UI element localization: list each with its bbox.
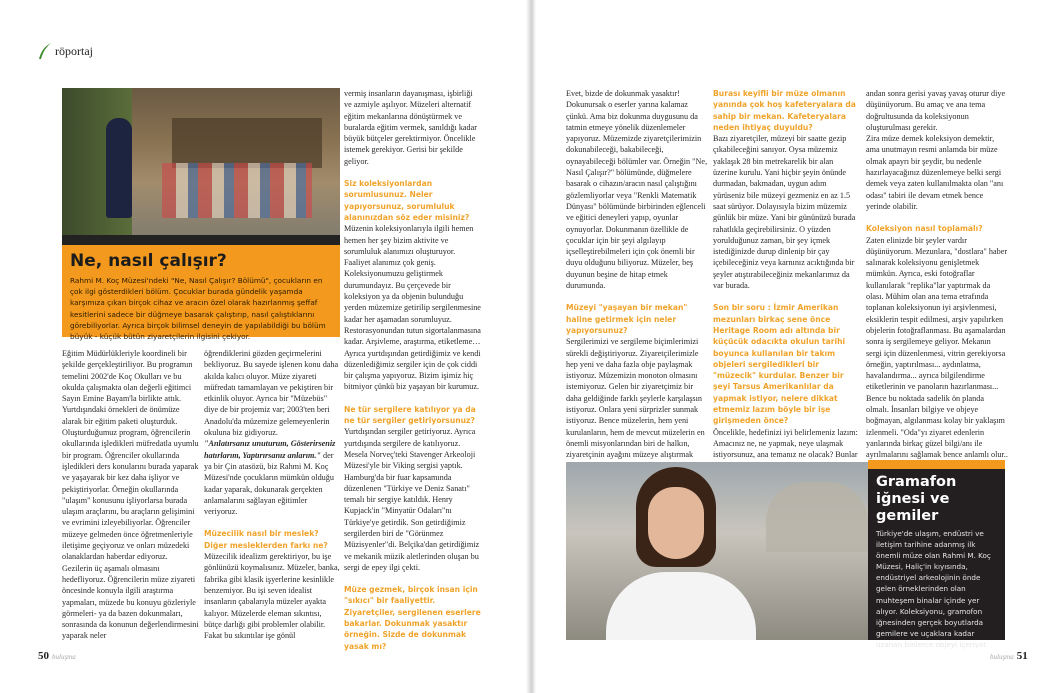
page-number-right [990,650,1028,662]
left-column-3 [344,88,482,651]
highlight-box [62,245,340,342]
question-heading: Burası keyifli bir müze olmanın yanında çok hoş kafeteryalara da sahip bir mekan. Kafeteryalara neden ihtiyaç duyuldu? [713,89,856,132]
question-heading: Müze gezmek, birçok insan için "sıkıcı" bir faaliyettir. Ziyaretçiler, sergilenen eserlere bakarlar. Dokunmak yasaktır örneğin. Sizde de dokunmak yasak mı? [344,585,481,651]
magazine-name: buluşma [52,653,76,661]
left-column-1 [62,348,200,648]
question-heading: Koleksiyon nasıl toplamalı? [866,224,983,234]
box-title: Gramafon iğnesi ve gemiler [876,474,957,524]
body-paragraph: Müzenin koleksiyonlarıyla ilgili hemen hemen her şey bizim aktivite ve sorumluluk alanımızı oluşturuyor. Faaliyet alanımız çok geniş. Koleksiyonumuzu geliştirmek durumundayız. Bu çerçevede bir koleksiyon ya da objenin bulunduğu yerden müzemize getirilip sergilenmesine kadar her aşamadan sorumluyuz. Restorasyonundan tutun sigortalanmasına kadar. Arşivleme, araştırma, etiketleme… Ayrıca yurtdışından getirdiğimiz ve kendi düzenlediğimiz sergiler için de çok ciddi bir çalışma yapıyoruz. Bizim işimiz hiç bitmiyor çünkü biz yaşayan bir kurumuz. [344,224,481,392]
right-column-3 [866,88,1008,458]
question-heading: Son bir soru : İzmir Amerikan mezunları birkaç sene önce Heritage Room adı altında bir küçücük odacıkta okulun tarihi boyunca kullanılan bir takım objeleri sergiledikleri bir "müzecik" kurdular. Benzer bir şeyi Tarsus Amerikanlılar da yapmak istiyor, nelere dikkat etmemiz lazım böyle bir işe girişmeden önce? [713,303,846,426]
question-heading: Siz koleksiyonlardan sorumlusunuz. Neler yapıyorsunuz, sorumluluk alanınızdan söz eder misiniz? [344,179,470,222]
interviewee-portrait-photo [566,462,868,640]
leaf-icon [38,42,52,60]
section-header [38,42,93,60]
accent-bar [868,460,1005,469]
body-paragraph: Eğitim Müdürlükleriyle koordineli bir şekilde gerçekleştiriliyor. Bu programın temelini 2002'de Koç Okulları ve bu okulda çalışmakta olan değerli eğitimci Sayın Emine Bayam'la birlikte attık. Yurtdışındaki örnekleri de önümüze alarak bir eğitim paketi oluşturduk. Oluşturduğumuz program, öğrencilerin okullarında işledikleri müfredatla uyumlu bir program. Öğrenciler okullarında işledikleri ders konularını burada yaparak ve yaşayarak bir kez daha işliyor ve pekiştiriyorlar. Örneğin okullarında "ulaşım" konusunu işliyorlarsa burada ulaşım araçlarını, bu araçların gelişimini ve evrimini izleyebiliyorlar. Öğrenciler müzeye gelmeden önce öğretmenleriyle iletişime geçiyoruz ve onları müzedeki olanaklardan haberdar ediyoruz. Gezilerin üç aşamalı olmasını hedefliyoruz. Öğrencilerin müze ziyareti öncesinde konuyla ilgili araştırma yapmaları, müzede bu konuyu gözleriyle görmeleri- ya da bazen dokunmaları, sonrasında da konunun değerlendirmesini yaparak neler [62,349,199,641]
box-text: Türkiye'de ulaşım, endüstri ve iletişim tarihine adanmış ilk önemli müze olan Rahmi M. Koç Müzesi, Haliç'in kıyısında, endüstriyel arkeolojinin önde gelen örneklerinden olan muhteşem binalar içinde yer alıyor. Koleksiyonu, gramofon iğnesinden gerçek boyutlarda gemilere ve uçaklara kadar uzanan binlerce objeyi içeriyor. [876,529,991,649]
page-number-left [38,650,76,662]
proverb-quote: "Anlatırsanız unuturum, Gösterirseniz hatırlarım, Yaptırırsanız anlarım." [204,439,336,460]
body-paragraph: Müzecilik idealizm gerektiriyor, bu işe gönlünüzü koymalısınız. Müzeler, banka, fabrika gibi klasik işyerlerine kesinlikle benzemiyor. Bu işi seven idealist insanların çabalarıyla müzeler ayakta kalıyor. Müzelerde eleman sıkıntısı, bütçe darlığı gibi problemler olabilir. Fakat bu sıkıntılar işe gönül [204,552,340,641]
right-column-1 [566,88,708,458]
question-heading: Müzecilik nasıl bir meslek? Diğer mesleklerden farkı ne? [204,529,328,550]
body-paragraph: Evet, bizde de dokunmak yasaktır! Dokunursak o eserler yarına kalamaz çünkü. Ama biz dokunma duygusunu da tatmin etmeye yönelik düzenlemeler yapıyoruz. Müzemizde ziyaretçilerimizin dokunabileceği, bakabileceği, oynayabileceği bölümler var. Örneğin "Ne, Nasıl Çalışır?" bölümünde, düğmelere basarak o cihazın/aracın nasıl çalıştığını gözlemliyorlar veya "Renkli Matematik Dünyası" bölümünde birbirinden eğlenceli ve eğitici deneyleri yapıp, oyunlar oynuyorlar. Dokunmanın özellikle de çocuklar için bir şeyi algılayıp içselleştirebilmeleri için çok önemli bir duyu olduğunu biliyoruz. Müzeler, beş duyunun beşine de hitap etmek durumunda. [566,89,708,291]
page-gutter [526,0,536,693]
box-title: Ne, nasıl çalışır? [70,251,227,271]
right-column-2 [713,88,858,460]
body-paragraph: öğrendiklerini gözden geçirmelerini bekliyoruz. Bu sayede işlenen konu daha akılda kalıcı oluyor. Müze ziyareti müfredatı tamamlayan ve pekiştiren bir etkinlik oluyor. Ayrıca bir "Müzebüs" diye de bir projemiz var; 2003'ten beri Anadolu'da müzemize gelemeyenlerin okuluna biz gidiyoruz. [204,349,339,438]
info-box [868,460,1005,649]
body-paragraph: andan sonra gerisi yavaş yavaş oturur diye düşünüyorum. Bu amaç ve ana tema doğrultusunda da koleksiyonun oluşturulması gerekir. [866,89,1006,132]
body-text: der ya bir Çin atasözü, biz Rahmi M. Koç Müzesi'nde çocukların mümkün olduğu kadar yaparak, dokunarak gerçekten anlamalarını sağlayan eğitimler veriyoruz. [204,450,334,517]
page-number: 51 [1016,650,1028,662]
section-label: röportaj [55,43,93,58]
body-paragraph: Bazı ziyaretçiler, müzeyi bir saatte gezip çıkabileceğini sanıyor. Oysa müzemiz yaklaşık 28 bin metrekarelik bir alan üzerine kurulu. Yani hiçbir şeyin önünde durmadan, bakmadan, uygun adım yürüseniz bile müzeyi gezmeniz en az 1.5 saat sürüyor. Dolayısıyla bizim müzemiz günlük bir müze. Yani bir gününüzü burada rahatlıkla geçirebilirsiniz. O yüzden yorulduğunuz zaman, bir şey içmek istediğinizde durup dinlenip bir çay içebileceğiniz veya karnınız acıktığında bir şeyler atıştırabileceğiniz mekanlarımız da var burada. [713,134,856,291]
body-paragraph: vermiş insanların dayanışması, işbirliği ve azmiyle aşılıyor. Müzeleri alternatif eğitim mekanlarına dönüştürmek ve buralarda eğitim vermek, sanıldığı kadar büyük bütçeler gerektirmiyor. Öncelikle istemek gerekiyor. Gerisi bir şekilde geliyor. [344,89,477,166]
body-paragraph: Zaten elinizde bir şeyler vardır düşünüyorum. Mezunlara, "dostlara" haber salınarak koleksiyonu genişletmek mümkün. Ayrıca, eski fotoğraflar kullanılarak "replika"lar yaptırmak da olası. Mühim olan ana tema etrafında toplanan koleksiyonun iyi arşivlenmesi, eksiklerin tespit edilmesi, arşiv yapılırken objelerin fotoğraflanması. Bu aşamalardan sonra iş sergilemeye geliyor. Mekanın sergi için düzenlenmesi, vitrin gerekiyorsa örneğin, yaptırılması... aydınlatma, havalandırma... ayrıca bilgilendirme etiketlerinin ve panoların hazırlanması... Bence bu noktada sadelik ön planda olmalı. İnsanları bilgiye ve objeye boğmayan, algılanması kolay bir yaklaşım izlenmeli. "Oda"yı ziyaret edenlerin yanlarında birkaç güzel bilgi/anı ile ayrılmalarını sağlamak bence anlamlı olur.. [866,235,1008,460]
quote-paragraph [204,438,341,517]
question-heading: Müzeyi "yaşayan bir mekan" haline getirmek için neler yapıyorsunuz? [566,303,688,335]
box-text: Rahmi M. Koç Müzesi'ndeki "Ne, Nasıl Çalışır? Bölümü", çocukların en çok ilgi gösterdikleri bölüm. Çocuklar burada gündelik yaşamda karşımıza çıkan birçok cihaz ve aracın özel olarak hazırlanmış şeffaf kesitlerini sadece bir düğmeye basarak çalıştırıp, nasıl çalıştıklarını görebiliyorlar. Ayrıca birçok bilimsel deneyin de yapılabildiği bu bölüm büyük - küçük bütün ziyaretçilerin ilgisini çekiyor. [70,276,326,342]
magazine-name: buluşma [990,653,1014,661]
question-heading: Ne tür sergilere katılıyor ya da ne tür sergiler getiriyorsunuz? [344,404,476,426]
body-paragraph: Sergilerimizi ve sergileme biçimlerimizi sürekli değiştiriyoruz. Ziyaretçilerimizle hep yeni ve daha fazla obje paylaşmak istiyoruz. Müzemizin monoton olmasını istemiyoruz. Gelen bir ziyaretçimiz bir daha geldiğinde farklı şeylerle karşılaşsın istiyoruz. Onlara yeni sürprizler sunmak istiyoruz. Bence müzelerin, hem yeni kurulanların, hem de mevcut müzelerin en önemli misyonlarından biri de halkın, ziyaretçinin ayağını müzeye alıştırmak [566,337,705,460]
body-paragraph: Yurtdışından sergiler getiriyoruz. Ayrıca yurtdışında sergilere de katılıyoruz. Mesela Norveç'teki Stavenger Arkeoloji Müzesi'yle bir Viking sergisi yaptık. Hamburg'da bir fuar kapsamında düzenlenen "Türkiye ve Deniz Sanatı" temalı bir sergiye katıldık. Henry Kupjack'in "Minyatür Odaları"nı Türkiye'ye getirdik. Son getirdiğimiz sergilerden biri de "Görünmez Müzisyenler"di. Belçika'dan getirdiğimiz ve mekanik müzik aletlerinden oluşan bu sergi de epey ilgi çekti. [344,427,480,572]
children-museum-photo [62,88,340,245]
page-number: 50 [38,650,49,662]
body-paragraph: Öncelikle, hedefinizi iyi belirlemeniz lazım: Amacınız ne, ne yapmak, neye ulaşmak istiyorsunuz, ana temanız ne olacak? Bunlar [713,427,858,460]
body-paragraph: Zira müze demek koleksiyon demektir, ama unutmayın resmi anlamda bir müze olmak apayrı bir şeydir, bu nedenle hazırlayacağınız düzenlemeye belki sergi demek veya zaten kullanılmakta olan "anı odası" tabiri ile devam etmek bence yerinde olabilir. [866,134,1004,211]
left-column-2 [204,348,341,648]
